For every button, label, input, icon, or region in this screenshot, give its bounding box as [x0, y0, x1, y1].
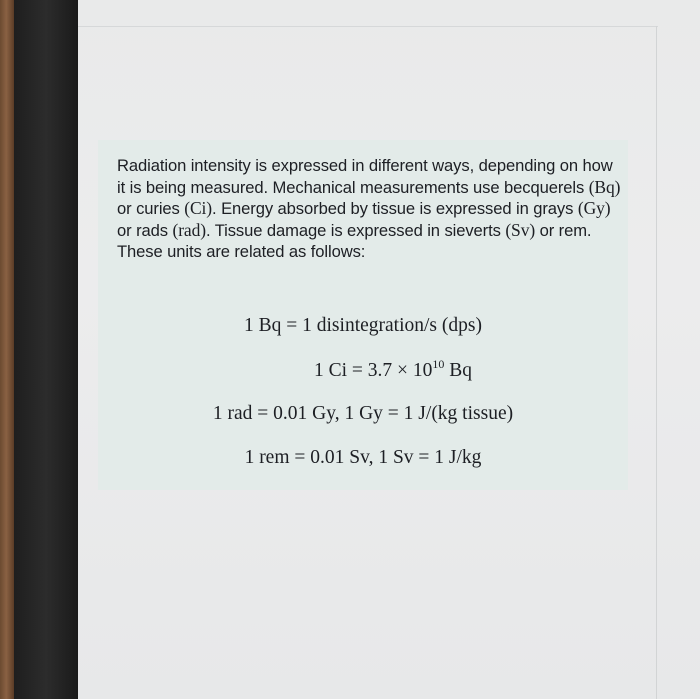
unit-symbol-gy: (Gy)	[577, 198, 611, 218]
equation-bq: 1 Bq = 1 disintegration/s (dps)	[244, 315, 482, 336]
unit-symbol-sv: (Sv)	[505, 219, 536, 240]
paragraph-text: or curies	[117, 199, 185, 218]
paragraph-text: . Tissue damage is expressed in sieverts	[205, 220, 506, 240]
intro-paragraph	[117, 155, 623, 263]
wooden-desk-edge	[0, 0, 14, 699]
paragraph-text: . Energy absorbed by tissue is expressed in grays	[212, 199, 578, 218]
page-divider-vertical	[656, 26, 657, 699]
page-divider-horizontal	[78, 26, 658, 27]
unit-symbol-rad: (rad)	[172, 219, 206, 240]
equation-rem-sv: 1 rem = 0.01 Sv, 1 Sv = 1 J/kg	[244, 447, 482, 468]
equation-ci-unit: Bq	[444, 360, 473, 381]
equation-ci-base: 1 Ci = 3.7 × 10	[313, 360, 433, 381]
paragraph-text: or rem. These units are related as follows:	[117, 220, 592, 261]
monitor-bezel	[14, 0, 78, 699]
equation-ci	[98, 357, 628, 382]
paragraph-text: or rads	[117, 220, 173, 240]
paragraph-text: Radiation intensity is expressed in different ways, depending on how it is being measured. Mechanical measurements use becquerels	[117, 156, 613, 197]
unit-symbol-ci: (Ci)	[184, 198, 213, 218]
equation-ci-exponent: 10	[432, 357, 445, 371]
equation-rad-gy: 1 rad = 0.01 Gy, 1 Gy = 1 J/(kg tissue)	[212, 403, 514, 424]
unit-symbol-bq: (Bq)	[588, 176, 621, 197]
